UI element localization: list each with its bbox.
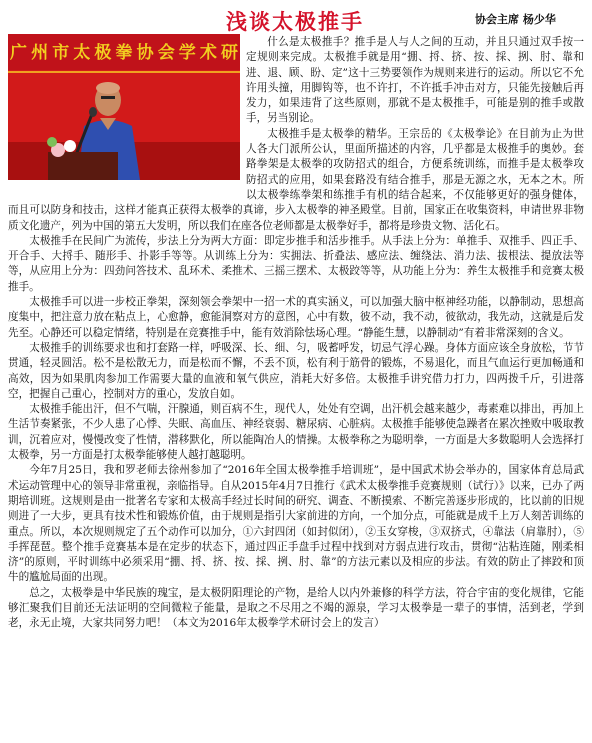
paragraph: 什么是太极推手？推手是人与人之间的互动，并且只通过双手按一定规则来完成。太极推手就是用“掤、捋、挤、按、採、挒、肘、靠和进、退、顾、盼、定”这十三势要领作为规则来进行的运动。所以它不允许用头撞，用脚钩等，也不许打，不许抵手冲击对方，只能先接触后再发力，如果违背了这些原则，那就不是太极推手，可能是别的推手或散手，另当别论。 (246, 36, 584, 125)
article-title: 浅谈太极推手 (226, 10, 364, 34)
paragraph: 今年7月25日，我和罗老师去徐州参加了“2016年全国太极拳推手培训班”，是中国武术协会举办的，国家体育总局武术运动管理中心的领导非常重视，亲临指导。自从2015年4月7日推行《武术太极拳推手竞赛规则（试行）》以来，已办了两期培训班。这规则是由一批著名专家和太极高手经过长时间的研究、调查、不断摸索、不断完善逐步形成的，比以前的旧规则进了一大步，更具有技术性和锻炼价值，由于规则是指引大家前进的方向，一个加分点，可能就是成千上万人刻苦训练的重点。所以，本次规则规定了五个动作可以加分，①六封四闭（如封似闭），②玉女穿梭，③双挤式，④靠法（肩靠肘），⑤手挥琵琶。整个推手竞赛基本是在定步的状态下，通过四正手盘手过程中找到对方弱点进行攻击，贯彻“沾粘连随，刚柔相济”的原则，平时训练中必须采用“掤、捋、挤、按、採、挒、肘、靠”的方法元素以及相应的步法。有效的防止了摔跤和顶牛的尴尬局面的出现。 (8, 464, 584, 584)
paragraph: 太极推手是太极拳的精华。王宗岳的《太极拳论》在目前为止为世人各大门派所公认，里面所描述的内容，几乎都是太极推手的奥妙。套路拳架是太极拳的攻防招式的组合，方便系统训练，而推手是太极拳攻防招式的应用，如果套路没有结合推手，那是无源之水，无本之木。所以太极拳练拳架和练推手有机的结合起来，不仅能够更好的强身健体，而且可以防身和技击，这样才能真正获得太极拳的真谛，步入太极拳的神圣殿堂。目前，国家正在收集资料，申请世界非物质文化遗产，列为中国的第五大发明，所以我们在座各位老师都是太极拳好手，都将是珍贵文物、活化石。 (8, 127, 584, 232)
paragraph: 太极推手在民间广为流传，步法上分为两大方面：即定步推手和活步推手。从手法上分为：单推手、双推手、四正手、开合手、大捋手、随形手、扑影手等等。从训练上分为：实拥法、折叠法、感应法、缠绕法、消力法、拔根法、提放法等等，从应用上分为：四劲问答技术、乱环术、柔推术、三摇三摆术、太极跤等等，从功能上分为：养生太极推手和竞赛太极推手。 (8, 234, 584, 293)
banner-text: 广州市太极拳协会学术研 (10, 43, 238, 63)
paragraph: 总之，太极拳是中华民族的瑰宝，是太极阴阳理论的产物，是给人以内外兼修的科学方法，符合宇宙的变化规律，它能够汇聚我们目前还无法证明的空间微粒子能量，是取之不尽用之不竭的源泉，学习太极拳是一辈子的事情，活到老，学到老，永无止境，大家共同努力吧！（本文为2016年太极拳学术研讨会上的发言） (8, 586, 584, 630)
author-byline: 协会主席 杨少华 (475, 13, 556, 26)
article-body (8, 35, 584, 632)
paragraph: 太极推手可以进一步校正拳架，深刻领会拳架中一招一术的真实涵义，可以加强大脑中枢神经功能，以静制动，思想高度集中，把注意力放在粘点上，心愈静，愈能洞察对方的意图，心中有数，彼不动，我不动，彼欲动，我先动，这就是后发先至。心静还可以稳定情绪，特别是在竞赛推手中，能有效消除怯场心理。“静能生慧，以静制动”有着非常深刻的含义。 (8, 296, 584, 339)
paragraph: 太极推手能出汗，但不气喘，汗腺通，则百病不生，现代人，处处有空调，出汗机会越来越少，毒素难以排出，再加上生活节奏紧张，不少人患了心悸、失眠、高血压、神经衰弱、糖尿病、心脏病。太极推手能够使急躁者在累次挫败中吸取教训，沉着应对，慢慢改变了性情，潜移默化，所以能陶冶人的情操。太极拳称之为聪明拳，一方面是大多数聪明人会选择打太极拳，另一方面是打太极拳能够使人越打越聪明。 (8, 403, 584, 462)
paragraph: 太极推手的训练要求也和打套路一样，呼吸深、长、细、匀，吸蓄呼发，切忌气浮心躁。身体方面应该全身放松，节节贯通，轻灵圆活。松不是松散无力，而是松而不懈，不丢不顶，松有利于筋骨的锻炼，不易退化，而且气血运行更加畅通和高效，因为如果肌肉参加工作需要大量的血液和氧气供应，消耗大好多倍。太极推手讲究借力打力，四两拨千斤，引进落空，把握自己重心，控制对方的重心，发放自如。 (8, 341, 584, 400)
